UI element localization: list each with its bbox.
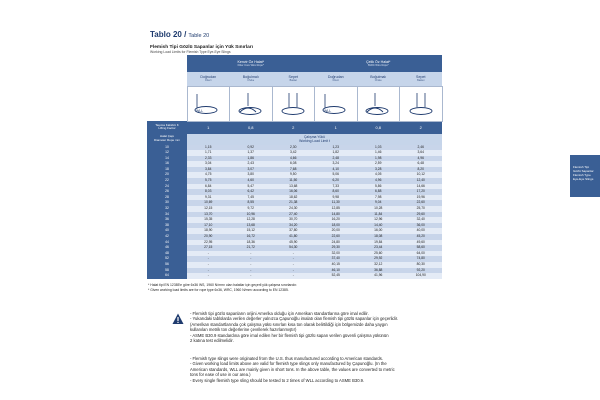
wll-cell: 45,20 xyxy=(400,234,443,240)
wll-cell: 10,69 xyxy=(187,200,230,206)
wll-cell: - xyxy=(272,262,315,268)
diameter-cell: 20 xyxy=(147,172,187,178)
section-side-tab xyxy=(570,155,600,197)
wll-cell: 27,40 xyxy=(272,212,315,218)
config-label: Boğulmalı xyxy=(242,75,259,80)
wll-cell: 104,90 xyxy=(400,273,443,279)
wll-cell: - xyxy=(230,268,273,274)
corner-cell xyxy=(147,55,187,72)
wll-table-body xyxy=(147,145,442,279)
wll-cell: 3,84 xyxy=(187,167,230,173)
svg-text:WLL: WLL xyxy=(196,108,204,113)
wll-cell: 16,20 xyxy=(315,217,358,223)
diameter-cell: 56 xyxy=(147,262,187,268)
basket-sling-diagram xyxy=(272,86,315,121)
wll-cell: 0,92 xyxy=(230,145,273,151)
wll-cell: 11,84 xyxy=(357,212,400,218)
wll-cell: 10,96 xyxy=(230,212,273,218)
factor-value: 0,8 xyxy=(230,121,273,134)
wll-cell: 49,60 xyxy=(400,240,443,246)
direct-sling-diagram xyxy=(187,86,230,121)
wll-cell: 40,00 xyxy=(400,228,443,234)
wll-cell: 29,30 xyxy=(315,245,358,251)
wll-cell: 1,98 xyxy=(357,156,400,162)
wll-header xyxy=(187,134,442,145)
config-sublabel: Choke xyxy=(374,79,382,83)
config-header xyxy=(357,72,400,86)
wll-cell: 15,12 xyxy=(230,228,273,234)
table-title: Flemish Tipi Gözlü Sapanlar için Yük Sınırları xyxy=(150,45,253,50)
wll-cell: 12,96 xyxy=(357,217,400,223)
wll-cell: 74,80 xyxy=(400,256,443,262)
wll-cell: 4,96 xyxy=(400,156,443,162)
note-line: - Flemish type slings were originated from the U.S. thus manufactured according to American standards. xyxy=(190,356,383,361)
table-number-en: Table 20 xyxy=(188,33,210,39)
wll-cell: 6,84 xyxy=(187,184,230,190)
config-header xyxy=(400,72,443,86)
wll-cell: 21,72 xyxy=(230,245,273,251)
wll-cell: 13,70 xyxy=(187,212,230,218)
wll-cell: 5,06 xyxy=(315,172,358,178)
wll-cell: 3,80 xyxy=(230,172,273,178)
wll-cell: 45,90 xyxy=(272,240,315,246)
wll-cell: 4,96 xyxy=(357,178,400,184)
wll-cell: 3,28 xyxy=(357,167,400,173)
wll-cell: 8,60 xyxy=(315,189,358,195)
wll-cell: 8,55 xyxy=(230,200,273,206)
wll-cell: 3,42 xyxy=(272,150,315,156)
wll-cell: 1,82 xyxy=(315,150,358,156)
group-iwrc-sublabel: IWRC Wire Rope* xyxy=(367,64,389,67)
wll-cell: 19,84 xyxy=(357,240,400,246)
table-number-tr: Tablo 20 / xyxy=(150,30,187,39)
wll-cell: 5,75 xyxy=(187,178,230,184)
notes-turkish xyxy=(190,311,440,343)
config-sublabel: Basket xyxy=(289,79,297,83)
diameter-cell: 10 xyxy=(147,145,187,151)
wll-cell: 9,98 xyxy=(315,195,358,201)
diameter-header xyxy=(147,134,187,145)
wll-cell: 3,64 xyxy=(400,150,443,156)
wll-cell: 24,80 xyxy=(315,240,358,246)
wll-cell: 7,98 xyxy=(357,195,400,201)
group-fiber-core-sublabel: Fiber Core Wire Rope* xyxy=(237,64,264,67)
wll-cell: 1,15 xyxy=(187,145,230,151)
config-sublabel: Choke xyxy=(247,79,255,83)
wll-cell: 37,40 xyxy=(315,256,358,262)
wll-cell: 7,45 xyxy=(230,195,273,201)
config-header xyxy=(272,72,315,86)
direct-sling-diagram-iwrc xyxy=(315,86,358,121)
wll-cell: 22,60 xyxy=(315,234,358,240)
factor-label-cell xyxy=(147,121,187,134)
wll-cell: - xyxy=(272,256,315,262)
wll-cell: 80,30 xyxy=(400,262,443,268)
wll-cell: 16,00 xyxy=(357,228,400,234)
wll-cell: 2,59 xyxy=(357,161,400,167)
wll-cell: 5,86 xyxy=(357,184,400,190)
wll-cell: 52,45 xyxy=(315,273,358,279)
wll-cell: 8,20 xyxy=(400,167,443,173)
wll-cell: 10,28 xyxy=(357,206,400,212)
page-header xyxy=(150,30,253,54)
diameter-cell: 58 xyxy=(147,268,187,274)
config-sublabel: Direct xyxy=(332,79,339,83)
note-line: 2 katına test edilmelidir. xyxy=(190,338,234,344)
config-sublabel: Direct xyxy=(205,79,212,83)
wll-cell: 41,80 xyxy=(272,234,315,240)
wll-cell: 10,12 xyxy=(400,172,443,178)
wll-cell: 20,00 xyxy=(315,228,358,234)
wll-cell: 6,48 xyxy=(400,161,443,167)
wll-cell: 17,20 xyxy=(400,189,443,195)
config-sublabel: Basket xyxy=(417,79,425,83)
diameter-cell: 32 xyxy=(147,206,187,212)
wll-cell: 8,03 xyxy=(187,189,230,195)
wll-cell: 12,15 xyxy=(187,206,230,212)
wll-cell: 12,40 xyxy=(400,178,443,184)
note-line: American standards, WLL are mainly given in short tons. In the above table, the values are converted to metric xyxy=(190,366,395,372)
wll-cell: 29,60 xyxy=(400,212,443,218)
wll-cell: 11,30 xyxy=(315,200,358,206)
diameter-cell: 26 xyxy=(147,189,187,195)
wll-cell: 24,30 xyxy=(272,206,315,212)
note-line: - Yukarıdaki tablolarda verilen değerler yalnızca Çapunoğlu imalatı olan flemish tipi gözlü sapanlar için geçerlidir. xyxy=(190,316,399,322)
wll-cell: - xyxy=(272,268,315,274)
wll-cell: 7,33 xyxy=(315,184,358,190)
wll-cell: 12,28 xyxy=(230,217,273,223)
diameter-cell: 36 xyxy=(147,217,187,223)
wll-cell: 2,43 xyxy=(230,161,273,167)
wll-cell: 17,10 xyxy=(187,223,230,229)
config-header xyxy=(187,72,230,86)
basket-sling-diagram-iwrc xyxy=(400,86,443,121)
wll-cell: 1,71 xyxy=(187,150,230,156)
wll-cell: 1,23 xyxy=(315,145,358,151)
wll-cell: 11,50 xyxy=(272,178,315,184)
wll-cell: 16,72 xyxy=(230,234,273,240)
wll-cell: 23,44 xyxy=(357,245,400,251)
wll-table xyxy=(147,55,443,279)
config-label: Doğrudan xyxy=(327,75,344,80)
diameter-cell: 30 xyxy=(147,200,187,206)
diameter-cell: 22 xyxy=(147,178,187,184)
diameter-cell: 38 xyxy=(147,223,187,229)
wll-cell: 32,40 xyxy=(400,217,443,223)
wll-cell: 9,31 xyxy=(187,195,230,201)
config-label: Sepet xyxy=(288,75,298,80)
wll-label: Çalışma Yükü xyxy=(303,135,326,139)
wll-cell: - xyxy=(187,273,230,279)
wll-cell: 25,60 xyxy=(357,251,400,257)
corner-cell-2 xyxy=(147,72,187,86)
table-subtitle: Working Load Limits for Flemish Type Eye-Eye Slings xyxy=(150,50,231,54)
wll-cell: 18,00 xyxy=(315,223,358,229)
wll-cell: 1,46 xyxy=(357,150,400,156)
wll-cell: 41,96 xyxy=(357,273,400,279)
note-line: - Flemish tipi gözlü sapanların orijini Amerika olduğu için Amerikan standartlarına göre imal edilir. xyxy=(190,311,369,316)
wll-cell: 2,46 xyxy=(400,145,443,151)
wll-cell: 14,66 xyxy=(400,184,443,190)
wll-cell: 15,35 xyxy=(187,217,230,223)
svg-text:WLL: WLL xyxy=(323,108,331,113)
wll-cell: 18,08 xyxy=(357,234,400,240)
wll-cell: 64,00 xyxy=(400,251,443,257)
config-label: Boğulmalı xyxy=(370,75,387,80)
wll-cell: 2,33 xyxy=(187,156,230,162)
wll-cell: 14,80 xyxy=(315,212,358,218)
diameter-cell: 46 xyxy=(147,245,187,251)
wll-cell: 6,20 xyxy=(315,178,358,184)
wll-cell: 18,90 xyxy=(187,228,230,234)
wll-cell: 4,75 xyxy=(187,172,230,178)
wll-cell: 37,80 xyxy=(272,228,315,234)
wll-cell: - xyxy=(230,273,273,279)
wll-cell: - xyxy=(187,256,230,262)
note-line: - ASME B30.9 standardına göre imal edilen her bir flemish tipi gözlü sapan verilen güvenli çalışma yükünün xyxy=(190,332,389,338)
wll-cell: 13,68 xyxy=(230,223,273,229)
wll-cell: - xyxy=(230,256,273,262)
wll-cell: 2,30 xyxy=(272,145,315,151)
config-label: Sepet xyxy=(416,75,426,80)
note-line: - Every single flemish type sling should be tested to 2 times of WLL according to ASME B30.9. xyxy=(190,377,365,383)
wll-cell: 2,48 xyxy=(315,156,358,162)
wll-cell: 3,04 xyxy=(187,161,230,167)
wll-cell: 9,50 xyxy=(272,172,315,178)
wll-cell: 18,62 xyxy=(272,195,315,201)
wll-cell: 58,60 xyxy=(400,245,443,251)
wll-cell: 6,88 xyxy=(357,189,400,195)
wll-cell: 1,37 xyxy=(230,150,273,156)
factor-value: 2 xyxy=(400,121,443,134)
wll-cell: 4,05 xyxy=(357,172,400,178)
wll-cell: 32,12 xyxy=(357,262,400,268)
diameter-cell: 42 xyxy=(147,234,187,240)
group-fiber-core xyxy=(187,55,315,72)
wll-cell: - xyxy=(230,262,273,268)
footnote-tr: * Halat tipi EN 12385'e göre 6x36 WS, 1960 N/mm² olan halatlar için geçerli yük çalışma sınırlarıdır. xyxy=(148,283,298,287)
wll-cell: 3,07 xyxy=(230,167,273,173)
factor-label: Taşıma Faktörü K xyxy=(155,122,179,127)
wll-cell: 54,30 xyxy=(272,245,315,251)
wll-cell: 16,06 xyxy=(272,189,315,195)
factor-value: 1 xyxy=(315,121,358,134)
group-iwrc xyxy=(315,55,443,72)
diameter-cell: 28 xyxy=(147,195,187,201)
diameter-sublabel: Diameter Rope mm xyxy=(153,138,180,142)
wll-sublabel: Working Load Limit t xyxy=(299,139,330,143)
factor-value: 0,8 xyxy=(357,121,400,134)
wll-cell: - xyxy=(272,273,315,279)
wll-cell: 30,70 xyxy=(272,217,315,223)
diameter-cell: 52 xyxy=(147,256,187,262)
wll-cell: - xyxy=(230,251,273,257)
wll-cell: 18,36 xyxy=(230,240,273,246)
config-header xyxy=(230,72,273,86)
note-line: (Amerikan standartlarında çok çalışma yükü sınırları kısa ton olarak belirtildiği için bölgemizde daha yaygın xyxy=(190,321,388,327)
group-iwrc-label: Çelik Öz Halat* xyxy=(366,60,391,64)
wll-cell: 46,10 xyxy=(315,268,358,274)
diameter-cell: 40 xyxy=(147,228,187,234)
note-line: kullanılan metrik ton değerlerine çevrilerek hazırlanmıştır) xyxy=(190,327,297,333)
config-header xyxy=(315,72,358,86)
diameter-cell: 12 xyxy=(147,150,187,156)
wll-cell: 6,42 xyxy=(230,189,273,195)
note-line: tons for ease of use in our area.) xyxy=(190,372,251,378)
wll-cell: 3,24 xyxy=(315,161,358,167)
config-label: Doğrudan xyxy=(200,75,217,80)
table-number xyxy=(150,30,253,39)
wll-cell: 34,20 xyxy=(272,223,315,229)
warning-icon xyxy=(172,313,184,325)
side-tab-label: Flemish Tipi Gözlü Sapanlar Flemish Type Eye-Eye Slings xyxy=(573,165,594,181)
wll-cell: 21,38 xyxy=(272,200,315,206)
wll-cell: 7,68 xyxy=(272,167,315,173)
wll-cell: 12,85 xyxy=(315,206,358,212)
wll-cell: 6,08 xyxy=(272,161,315,167)
choke-sling-diagram xyxy=(230,86,273,121)
wll-cell: 36,88 xyxy=(357,268,400,274)
choke-sling-diagram-iwrc xyxy=(357,86,400,121)
diameter-cell: 44 xyxy=(147,240,187,246)
wll-cell: 1,03 xyxy=(357,145,400,151)
wll-cell: 19,96 xyxy=(400,195,443,201)
wll-cell: 4,10 xyxy=(315,167,358,173)
wll-cell: 40,15 xyxy=(315,262,358,268)
diameter-cell: 48 xyxy=(147,251,187,257)
factor-value: 2 xyxy=(272,121,315,134)
footnote-en: * Given working load limits are for rope type 6x36, WRC, 1960 N/mm² according to EN 12385. xyxy=(148,288,289,292)
wll-cell: - xyxy=(187,251,230,257)
diameter-cell: 24 xyxy=(147,184,187,190)
wll-cell: - xyxy=(187,262,230,268)
wll-cell: 13,68 xyxy=(272,184,315,190)
wll-cell: 27,15 xyxy=(187,245,230,251)
wll-cell: 25,70 xyxy=(400,206,443,212)
wll-cell: 1,86 xyxy=(230,156,273,162)
table-row xyxy=(147,273,442,279)
diameter-cell: 18 xyxy=(147,167,187,173)
wll-cell: - xyxy=(187,268,230,274)
wll-cell: 5,47 xyxy=(230,184,273,190)
diameter-cell: 16 xyxy=(147,161,187,167)
wll-cell: 4,60 xyxy=(230,178,273,184)
wll-cell: - xyxy=(272,251,315,257)
diameter-label: Halat Çapı xyxy=(159,134,175,139)
wll-cell: 4,66 xyxy=(272,156,315,162)
diameter-cell: 34 xyxy=(147,212,187,218)
wll-cell: 20,90 xyxy=(187,234,230,240)
notes-english xyxy=(190,356,440,383)
group-fiber-core-label: Kenvir Öz Halat* xyxy=(237,60,265,64)
wll-cell: 36,00 xyxy=(400,223,443,229)
wll-cell: 29,92 xyxy=(357,256,400,262)
factor-sublabel: Lifting Factor xyxy=(158,126,176,131)
factor-value: 1 xyxy=(187,121,230,134)
wll-cell: 9,72 xyxy=(230,206,273,212)
wll-cell: 22,95 xyxy=(187,240,230,246)
wll-cell: 22,60 xyxy=(400,200,443,206)
diameter-cell: 14 xyxy=(147,156,187,162)
note-line: - Given working load limits above are valid for flemish type slings only manufactured by Çapunoğlu. (In the xyxy=(190,361,387,367)
wll-cell: 9,04 xyxy=(357,200,400,206)
corner-cell-3 xyxy=(147,86,187,121)
diameter-cell: 64 xyxy=(147,273,187,279)
wll-cell: 32,00 xyxy=(315,251,358,257)
wll-cell: 92,20 xyxy=(400,268,443,274)
wll-cell: 14,40 xyxy=(357,223,400,229)
